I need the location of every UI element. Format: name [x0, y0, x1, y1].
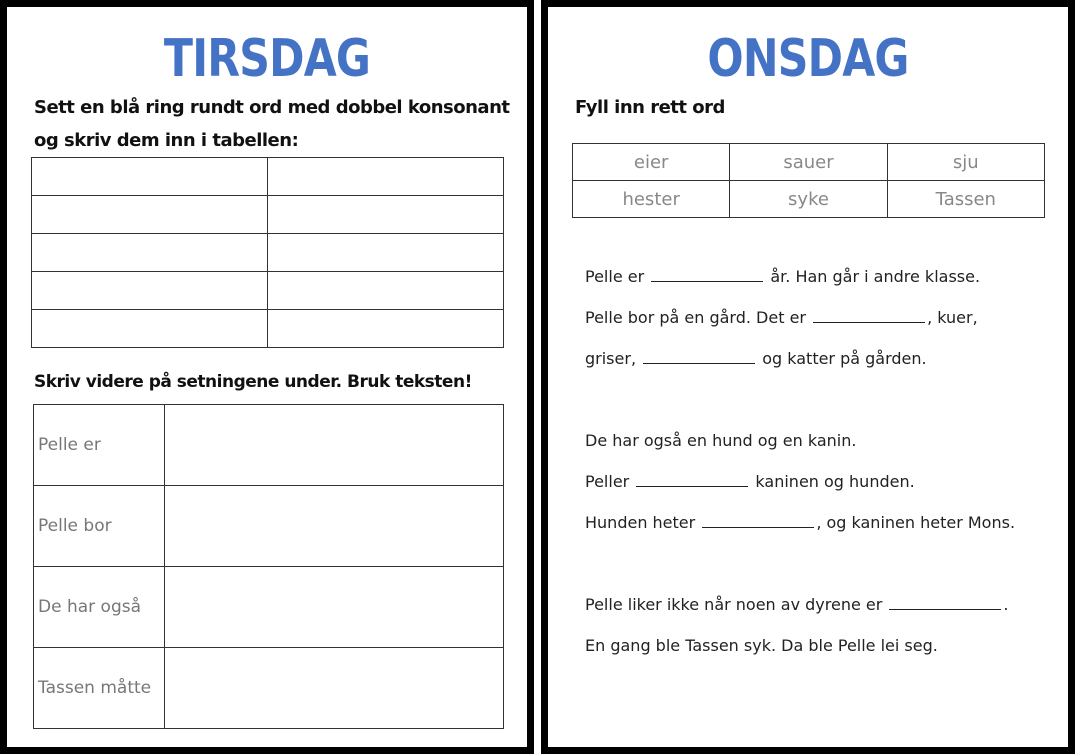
word-cell: sauer — [730, 144, 887, 181]
page-border — [6, 6, 528, 748]
row-label: Pelle bor — [34, 486, 165, 567]
sentence-1 — [585, 267, 980, 286]
tirsdag-worksheet — [0, 0, 534, 754]
instruction-line-2: og skriv dem inn i tabellen: — [34, 130, 299, 151]
page-border — [547, 6, 1069, 748]
table-row — [34, 405, 504, 486]
answer-cell[interactable] — [32, 310, 268, 348]
sentence-3 — [585, 349, 927, 368]
answer-cell[interactable] — [268, 196, 504, 234]
table-row — [573, 181, 1045, 218]
table-row — [32, 196, 504, 234]
sentence-8: En gang ble Tassen syk. Da ble Pelle lei seg. — [585, 636, 938, 655]
sentence-text: Pelle er — [585, 267, 645, 286]
sentence-text: Pelle liker ikke når noen av dyrene er — [585, 595, 883, 614]
sentence-5 — [585, 472, 915, 491]
sentence-text: , og kaninen heter Mons. — [816, 513, 1016, 532]
answer-cell[interactable] — [32, 158, 268, 196]
answer-cell[interactable] — [268, 310, 504, 348]
table-row — [32, 310, 504, 348]
word-cell: syke — [730, 181, 887, 218]
sentence-6 — [585, 513, 1015, 532]
row-label: Pelle er — [34, 405, 165, 486]
sentence-text: Peller — [585, 472, 630, 491]
row-label: Tassen måtte — [34, 648, 165, 729]
sentence-7 — [585, 595, 1009, 614]
answer-grid — [31, 157, 504, 348]
sentence-text: Pelle bor på en gård. Det er — [585, 308, 806, 327]
word-cell: hester — [573, 181, 730, 218]
instruction-line-1: Sett en blå ring rundt ord med dobbel konsonant — [34, 97, 510, 118]
continuation-table — [33, 404, 504, 729]
table-row — [34, 567, 504, 648]
answer-cell[interactable] — [165, 486, 504, 567]
table-row — [34, 486, 504, 567]
sentence-text: Hunden heter — [585, 513, 696, 532]
table-row — [32, 272, 504, 310]
sentence-text: griser, — [585, 349, 637, 368]
instruction-continue: Skriv videre på setningene under. Bruk teksten! — [34, 372, 472, 392]
answer-blank[interactable] — [702, 513, 814, 528]
sentence-text: kaninen og hunden. — [755, 472, 915, 491]
answer-cell[interactable] — [165, 405, 504, 486]
word-cell: Tassen — [887, 181, 1044, 218]
word-cell: eier — [573, 144, 730, 181]
page-title: TIRSDAG — [163, 29, 371, 89]
answer-cell[interactable] — [165, 648, 504, 729]
answer-cell[interactable] — [165, 567, 504, 648]
table-row — [34, 648, 504, 729]
answer-blank[interactable] — [889, 595, 1001, 610]
answer-blank[interactable] — [636, 472, 748, 487]
answer-blank[interactable] — [813, 308, 925, 323]
sentence-text: år. Han går i andre klasse. — [770, 267, 981, 286]
word-cell: sju — [887, 144, 1044, 181]
answer-cell[interactable] — [268, 158, 504, 196]
answer-cell[interactable] — [32, 272, 268, 310]
table-row — [573, 144, 1045, 181]
answer-cell[interactable] — [32, 234, 268, 272]
sentence-4: De har også en hund og en kanin. — [585, 431, 857, 450]
answer-cell[interactable] — [268, 234, 504, 272]
onsdag-worksheet — [541, 0, 1075, 754]
page-body — [552, 11, 1064, 743]
answer-blank[interactable] — [643, 349, 755, 364]
table-row — [32, 158, 504, 196]
sentence-text: . — [1003, 595, 1009, 614]
page-title: ONSDAG — [707, 29, 909, 89]
answer-cell[interactable] — [32, 196, 268, 234]
page-body — [11, 11, 523, 743]
sentence-text: og katter på gården. — [762, 349, 927, 368]
answer-cell[interactable] — [268, 272, 504, 310]
answer-blank[interactable] — [651, 267, 763, 282]
sentence-2 — [585, 308, 978, 327]
instruction-fill-in: Fyll inn rett ord — [575, 97, 725, 118]
word-bank — [572, 143, 1045, 218]
table-row — [32, 234, 504, 272]
sentence-text: , kuer, — [927, 308, 978, 327]
row-label: De har også — [34, 567, 165, 648]
